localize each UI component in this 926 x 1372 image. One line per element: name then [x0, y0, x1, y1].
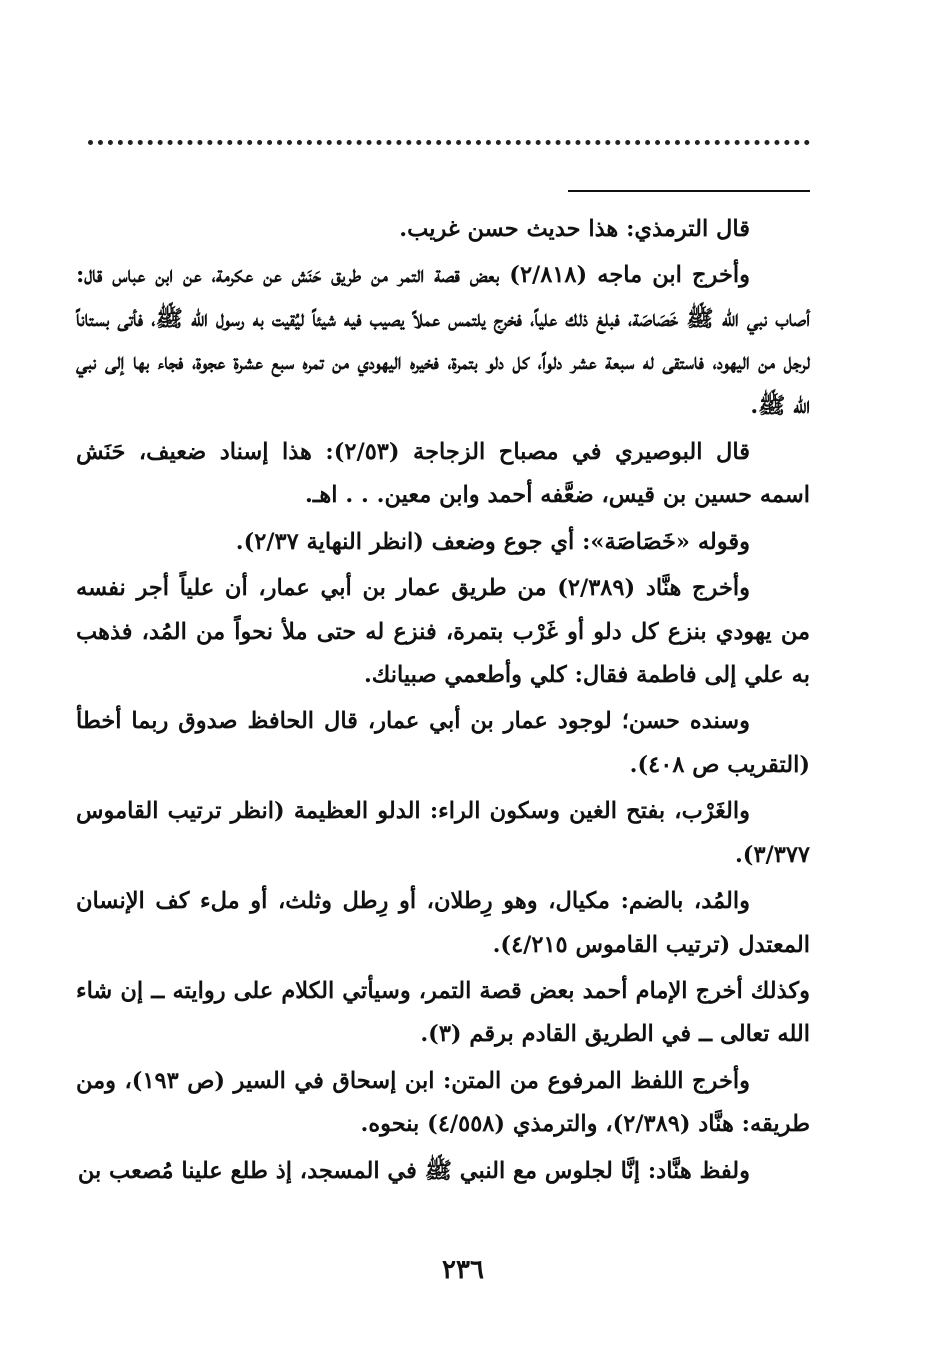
dotted-separator: [88, 140, 810, 145]
paragraph-4: وأخرج هنَّاد (٢/٣٨٩) من طريق عمار بن أبي عمار، أن علياً أجر نفسه من يهودي بنزع كل دلو أو غَرْب بتمرة، فنزع له حتى ملأ نحواً من المُد، فذهب به علي إلى فاطمة فقال: كلي وأطعمي صبيانك.: [76, 575, 810, 689]
body-text: [76, 208, 810, 1196]
footnote-rule: [568, 190, 810, 192]
paragraph-2: قال البوصيري في مصباح الزجاجة (٢/٥٣): هذا إسناد ضعيف، حَنَش اسمه حسين بن قيس، ضعَّفه أحمد وابن معين. . . اهـ.: [76, 439, 810, 509]
paragraph-3: وقوله «خَصَاصَة»: أي جوع وضعف (انظر النهاية ٢/٣٧).: [235, 528, 750, 555]
paragraph-10: ولفظ هنَّاد: إنَّا لجلوس مع النبي ﷺ في المسجد، إذ طلع علينا مُصعب بن: [77, 1157, 750, 1184]
paragraph-8: وكذلك أخرج الإمام أحمد بعض قصة التمر، وسيأتي الكلام على روايته ــ إن شاء الله تعالى ــ في الطريق القادم برقم (٣).: [76, 977, 810, 1048]
paragraph-5: وسنده حسن؛ لوجود عمار بن أبي عمار، قال الحافظ صدوق ربما أخطأ (التقريب ص ٤٠٨).: [76, 708, 810, 778]
page-number: ٢٣٦: [442, 1255, 484, 1285]
paragraph-1: وأخرج ابن ماجه (٢/٨١٨) بعض قصة التمر من طريق حَنَش عن عكرمة، عن ابن عباس قال: أصاب نبي الله ﷺ خَصَاصَة، فبلغ ذلك علياً، فخرج يلتمس عملاً يصيب فيه شيئاً ليُقيت به رسول الله ﷺ، فأتى بستاناً لرجل من اليهود، فاستقى له سبعة عشر دلواً، كل دلو بتمرة، فخيره اليهودي من تمره سبع عشرة عجوة، فجاء بها إلى نبي الله ﷺ.: [76, 262, 810, 419]
paragraph-0: قال الترمذي: هذا حديث حسن غريب.: [399, 216, 750, 242]
paragraph-7: والمُد، بالضم: مكيال، وهو رِطلان، أو رِطل وثلث، أو ملء كف الإنسان المعتدل (ترتيب القاموس ٤/٢١٥).: [76, 888, 810, 958]
paragraph-9: وأخرج اللفظ المرفوع من المتن: ابن إسحاق في السير (ص ١٩٣)، ومن طريقه: هنَّاد (٢/٣٨٩)، والترمذي (٤/٥٥٨) بنحوه.: [76, 1067, 810, 1138]
paragraph-6: والغَرْب، بفتح الغين وسكون الراء: الدلو العظيمة (انظر ترتيب القاموس ٣/٣٧٧).: [76, 798, 810, 868]
